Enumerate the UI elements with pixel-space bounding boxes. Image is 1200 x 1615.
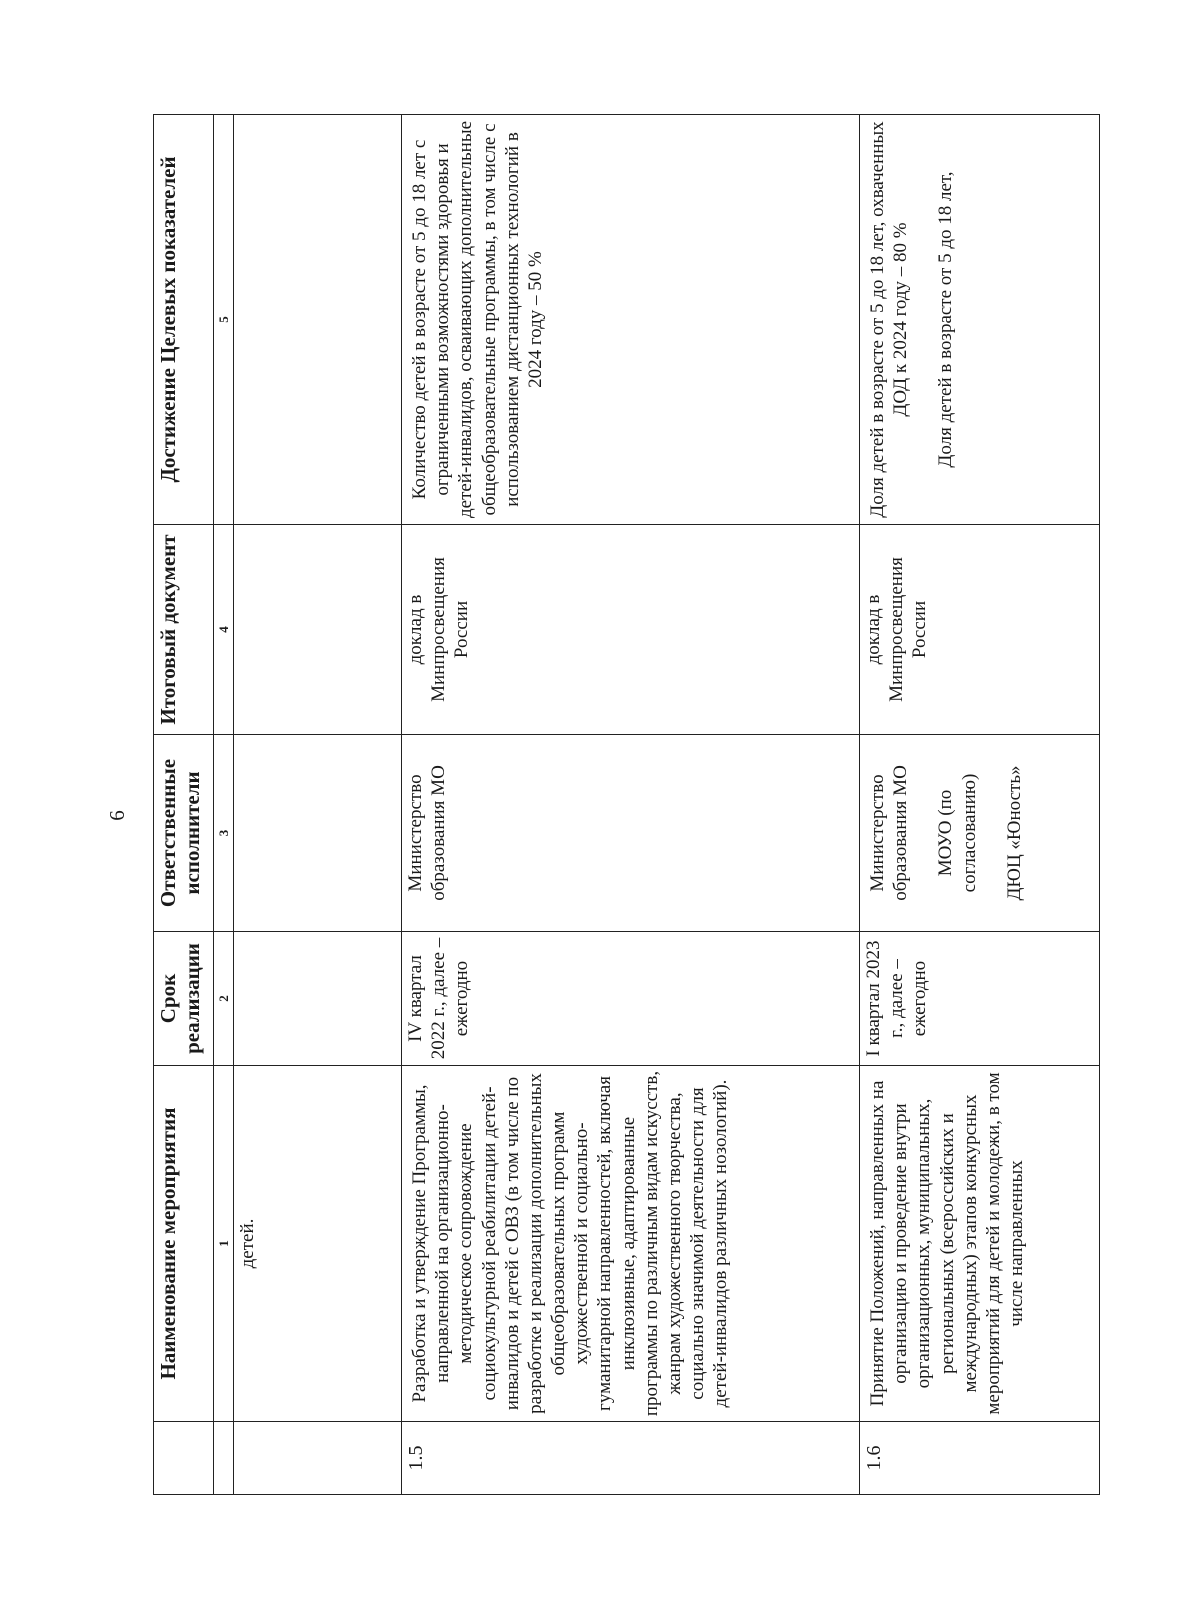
header-target: Достижение Целевых показателей: [154, 115, 214, 525]
table-row: [402, 115, 860, 1495]
header-responsible: Ответственные исполнители: [154, 735, 214, 932]
row-name: детей.: [234, 1066, 402, 1422]
header-row: [154, 115, 214, 1495]
column-number-3: 3: [214, 735, 234, 932]
header-term: Срок реализации: [154, 932, 214, 1066]
responsible-line: МОУО (по согласованию): [935, 773, 980, 893]
table-row: [234, 115, 402, 1495]
row-index: 1.5: [402, 1422, 860, 1495]
row-term: [234, 932, 402, 1066]
row-name: Принятие Положений, направленных на организацию и проведение внутри организационных, муниципальных, региональных (всероссийских и международных) этапов конкурсных мероприятий для детей и молодежи, в том числе направленных: [860, 1066, 1100, 1422]
row-document: доклад в Минпросвещения России: [860, 525, 1100, 735]
row-name: Разработка и утверждение Программы, направленной на организационно-методическое сопровождение социокультурной реабилитации детей-инвалидов и детей с ОВЗ (в том числе по разработке и реализации дополнительных общеобразовательных программ художественной и социально-гуманитарной направленностей, включая инклюзивные, адаптированные программы по различным видам искусств, жанрам художественного творчества, социально значимой деятельности для детей-инвалидов различных нозологий).: [402, 1066, 860, 1422]
row-target: [234, 115, 402, 525]
column-number-blank: [214, 1422, 234, 1495]
table-row: [860, 115, 1100, 1495]
row-document: [234, 525, 402, 735]
action-plan-table: [153, 114, 1100, 1495]
target-line: Доля детей в возрасте от 5 до 18 лет,: [935, 171, 957, 468]
responsible-line: Министерство образования МО: [867, 765, 912, 901]
column-number-1: 1: [214, 1066, 234, 1422]
page-number: 6: [104, 810, 129, 821]
column-number-row: [214, 115, 234, 1495]
responsible-line: ДЮЦ «Юность»: [1003, 765, 1025, 901]
target-line: Доля детей в возрасте от 5 до 18 лет, охваченных ДОД к 2024 году – 80 %: [867, 121, 912, 518]
column-number-4: 4: [214, 525, 234, 735]
row-document: доклад в Минпросвещения России: [402, 525, 860, 735]
row-responsible: Министерство образования МО: [402, 735, 860, 932]
row-index: 1.6: [860, 1422, 1100, 1495]
row-target: Количество детей в возрасте от 5 до 18 лет с ограниченными возможностями здоровья и детей-инвалидов, осваивающих дополнительные общеобразовательные программы, в том числе с использованием дистанционных технологий в 2024 году – 50 %: [402, 115, 860, 525]
row-target: [860, 115, 1100, 525]
column-number-2: 2: [214, 932, 234, 1066]
row-index: [234, 1422, 402, 1495]
row-responsible: [860, 735, 1100, 932]
row-term: I квартал 2023 г., далее – ежегодно: [860, 932, 1100, 1066]
row-term: IV квартал 2022 г., далее – ежегодно: [402, 932, 860, 1066]
rotated-table-container: [153, 115, 1100, 1495]
row-responsible: [234, 735, 402, 932]
header-document: Итоговый документ: [154, 525, 214, 735]
header-index: [154, 1422, 214, 1495]
column-number-5: 5: [214, 115, 234, 525]
header-name: Наименование мероприятия: [154, 1066, 214, 1422]
